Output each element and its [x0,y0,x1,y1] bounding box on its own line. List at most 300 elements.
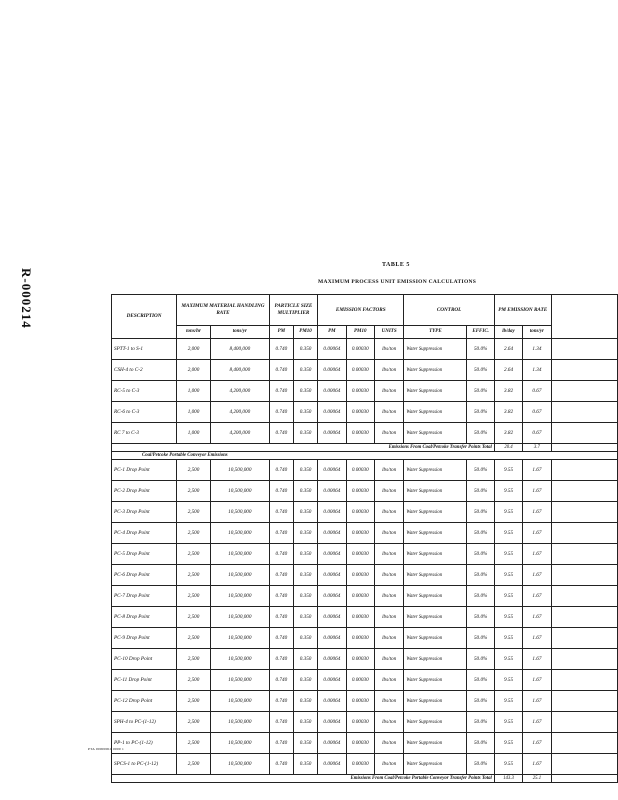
table-body [112,339,618,783]
cell-type: Water Suppression [404,586,467,607]
cell-description: PP-1 to PC-(1-12) [112,733,177,754]
cell-pm10: 0.350 [293,628,317,649]
cell-effic: 50.0% [467,649,494,670]
cell-ef-pm10: 0.00030 [346,460,374,481]
table-row [112,691,618,712]
cell-tons-hr: 2,500 [177,691,211,712]
total-label: Emissions From Coal/Petcoke Transfer Points Total [112,444,495,452]
cell-ef-pm10: 0.00030 [346,670,374,691]
total-label: Emissions From Coal/Petcoke Portable Conveyor Transfer Points Total [112,775,495,783]
header-control: CONTROL [404,295,494,326]
cell-ef-pm: 0.00064 [318,423,346,444]
cell-pm: 0.740 [269,586,293,607]
cell-type: Water Suppression [404,733,467,754]
cell-lb-day: 9.55 [494,481,522,502]
cell-units: lbs/ton [374,360,403,381]
total-lb-day: 143.3 [494,775,522,783]
cell-tons-hr: 1,000 [177,402,211,423]
total-lb-day: 20.4 [494,444,522,452]
cell-ef-pm10: 0.00030 [346,423,374,444]
cell-tons-hr: 2,500 [177,586,211,607]
cell-lb-day: 9.55 [494,502,522,523]
cell-tons-yr2: 1.67 [523,649,551,670]
cell-tons-yr: 10,500,000 [210,481,269,502]
cell-units: lbs/ton [374,733,403,754]
cell-effic: 50.0% [467,586,494,607]
cell-units: lbs/ton [374,754,403,775]
cell-pm: 0.740 [269,754,293,775]
cell-pm: 0.740 [269,565,293,586]
cell-units: lbs/ton [374,691,403,712]
cell-pm10: 0.350 [293,523,317,544]
cell-pm10: 0.350 [293,565,317,586]
cell-tons-yr: 10,500,000 [210,523,269,544]
cell-lb-day: 9.55 [494,712,522,733]
cell-effic: 50.0% [467,544,494,565]
cell-tons-hr: 2,500 [177,565,211,586]
cell-effic: 50.0% [467,360,494,381]
cell-effic: 50.0% [467,460,494,481]
table-label: TABLE 5 [382,262,410,268]
cell-effic: 50.0% [467,502,494,523]
table-row [112,523,618,544]
cell-description: RC-6 to C-3 [112,402,177,423]
cell-lb-day: 3.82 [494,423,522,444]
cell-units: lbs/ton [374,628,403,649]
cell-description: RC 7 to C-3 [112,423,177,444]
cell-tons-yr2: 1.67 [523,691,551,712]
subheader-tons-yr-2: tons/yr [523,326,551,339]
cell-cut-off [551,402,617,423]
cell-ef-pm: 0.00064 [318,402,346,423]
subheader-lb-day: lb/day [494,326,522,339]
emission-calculations-table [111,294,618,783]
cell-units: lbs/ton [374,402,403,423]
cell-pm: 0.740 [269,423,293,444]
cell-ef-pm: 0.00064 [318,544,346,565]
cell-cut-off [551,444,617,452]
cell-tons-yr2: 1.67 [523,712,551,733]
cell-lb-day: 9.55 [494,607,522,628]
cell-type: Water Suppression [404,481,467,502]
cell-lb-day: 3.82 [494,381,522,402]
cell-lb-day: 3.82 [494,402,522,423]
cell-cut-off [551,607,617,628]
cell-cut-off [551,523,617,544]
cell-tons-yr2: 1.34 [523,339,551,360]
cell-pm10: 0.350 [293,712,317,733]
cell-ef-pm10: 0.00030 [346,733,374,754]
cell-description: SPH-4 to PC-(1-12) [112,712,177,733]
cell-ef-pm10: 0.00030 [346,502,374,523]
cell-ef-pm10: 0.00030 [346,402,374,423]
subheader-pm10: PM10 [293,326,317,339]
table-row [112,733,618,754]
cell-units: lbs/ton [374,586,403,607]
cell-cut-off [551,775,617,783]
cell-effic: 50.0% [467,712,494,733]
cell-tons-yr: 10,500,000 [210,649,269,670]
cell-type: Water Suppression [404,460,467,481]
cell-ef-pm: 0.00064 [318,628,346,649]
cell-tons-yr2: 1.67 [523,754,551,775]
subheader-ef-pm: PM [318,326,346,339]
cell-ef-pm: 0.00064 [318,691,346,712]
cell-effic: 50.0% [467,339,494,360]
cell-pm: 0.740 [269,628,293,649]
header-cut-off [551,295,617,339]
subheader-pm: PM [269,326,293,339]
cell-cut-off [551,733,617,754]
cell-ef-pm10: 0.00030 [346,754,374,775]
cell-ef-pm: 0.00064 [318,460,346,481]
cell-tons-yr: 10,500,000 [210,607,269,628]
cell-tons-yr2: 1.67 [523,670,551,691]
cell-pm: 0.740 [269,502,293,523]
cell-pm: 0.740 [269,544,293,565]
cell-tons-hr: 2,500 [177,670,211,691]
cell-tons-yr: 10,500,000 [210,565,269,586]
cell-cut-off [551,754,617,775]
cell-pm10: 0.350 [293,670,317,691]
cell-effic: 50.0% [467,607,494,628]
cell-tons-yr2: 1.67 [523,565,551,586]
cell-pm: 0.740 [269,460,293,481]
cell-cut-off [551,339,617,360]
cell-pm10: 0.350 [293,691,317,712]
cell-tons-hr: 2,500 [177,523,211,544]
cell-tons-yr2: 1.67 [523,523,551,544]
cell-tons-yr2: 0.67 [523,381,551,402]
total-tons-yr: 3.7 [523,444,551,452]
cell-pm: 0.740 [269,607,293,628]
cell-description: CSH-4 to C-2 [112,360,177,381]
cell-ef-pm: 0.00064 [318,381,346,402]
cell-ef-pm: 0.00064 [318,502,346,523]
cell-cut-off [551,649,617,670]
cell-tons-yr: 10,500,000 [210,502,269,523]
cell-lb-day: 9.55 [494,523,522,544]
cell-type: Water Suppression [404,339,467,360]
cell-pm10: 0.350 [293,460,317,481]
table-row [112,360,618,381]
cell-effic: 50.0% [467,565,494,586]
cell-pm10: 0.350 [293,649,317,670]
cell-effic: 50.0% [467,481,494,502]
cell-description: RC-5 to C-3 [112,381,177,402]
cell-cut-off [551,423,617,444]
cell-units: lbs/ton [374,423,403,444]
cell-description: SPCS-1 to PC-(1-12) [112,754,177,775]
cell-lb-day: 9.55 [494,544,522,565]
cell-pm: 0.740 [269,733,293,754]
table-row [112,628,618,649]
cell-cut-off [551,481,617,502]
cell-pm10: 0.350 [293,360,317,381]
cell-ef-pm: 0.00064 [318,339,346,360]
cell-tons-yr: 10,500,000 [210,460,269,481]
cell-type: Water Suppression [404,754,467,775]
cell-pm10: 0.350 [293,586,317,607]
cell-description: PC-11 Drop Point [112,670,177,691]
cell-lb-day: 9.55 [494,628,522,649]
cell-effic: 50.0% [467,423,494,444]
subheader-tons-yr: tons/yr [210,326,269,339]
cell-description: PC-5 Drop Point [112,544,177,565]
cell-ef-pm: 0.00064 [318,607,346,628]
cell-cut-off [551,360,617,381]
cell-type: Water Suppression [404,502,467,523]
cell-type: Water Suppression [404,423,467,444]
cell-lb-day: 9.55 [494,733,522,754]
cell-tons-yr: 8,400,000 [210,339,269,360]
cell-type: Water Suppression [404,691,467,712]
cell-effic: 50.0% [467,670,494,691]
cell-ef-pm: 0.00064 [318,649,346,670]
cell-pm10: 0.350 [293,381,317,402]
cell-ef-pm10: 0.00030 [346,544,374,565]
cell-units: lbs/ton [374,670,403,691]
cell-type: Water Suppression [404,381,467,402]
cell-tons-hr: 2,500 [177,481,211,502]
cell-pm: 0.740 [269,712,293,733]
cell-ef-pm10: 0.00030 [346,381,374,402]
cell-tons-yr2: 1.67 [523,607,551,628]
cell-units: lbs/ton [374,339,403,360]
cell-description: PC-1 Drop Point [112,460,177,481]
cell-tons-hr: 2,500 [177,502,211,523]
cell-ef-pm: 0.00064 [318,670,346,691]
cell-ef-pm10: 0.00030 [346,628,374,649]
cell-tons-yr2: 0.67 [523,402,551,423]
cell-cut-off [551,712,617,733]
cell-tons-yr: 4,200,000 [210,381,269,402]
cell-tons-hr: 2,000 [177,360,211,381]
cell-ef-pm10: 0.00030 [346,691,374,712]
subheader-units: UNITS [374,326,403,339]
cell-pm10: 0.350 [293,402,317,423]
cell-tons-yr2: 1.67 [523,502,551,523]
cell-ef-pm: 0.00064 [318,360,346,381]
cell-description: PC-9 Drop Point [112,628,177,649]
cell-units: lbs/ton [374,712,403,733]
section-row [112,452,618,460]
table-row [112,339,618,360]
header-pm-emission-rate: PM EMISSION RATE [494,295,551,326]
cell-cut-off [551,565,617,586]
cell-tons-yr2: 0.67 [523,423,551,444]
cell-type: Water Suppression [404,523,467,544]
cell-description: PC-10 Drop Point [112,649,177,670]
cell-tons-yr: 8,400,000 [210,360,269,381]
cell-tons-hr: 2,500 [177,628,211,649]
cell-cut-off [551,544,617,565]
cell-lb-day: 9.55 [494,649,522,670]
table-row [112,607,618,628]
table-row [112,423,618,444]
cell-cut-off [551,381,617,402]
cell-description: PC-3 Drop Point [112,502,177,523]
cell-lb-day: 9.55 [494,586,522,607]
cell-tons-yr: 10,500,000 [210,712,269,733]
cell-pm10: 0.350 [293,481,317,502]
cell-tons-hr: 2,000 [177,339,211,360]
cell-description: PC-12 Drop Point [112,691,177,712]
cell-effic: 50.0% [467,628,494,649]
cell-units: lbs/ton [374,523,403,544]
cell-pm: 0.740 [269,649,293,670]
cell-effic: 50.0% [467,402,494,423]
cell-tons-yr: 10,500,000 [210,544,269,565]
cell-description: PC-6 Drop Point [112,565,177,586]
cell-ef-pm10: 0.00030 [346,607,374,628]
cell-cut-off [551,460,617,481]
table-row [112,712,618,733]
table-title: MAXIMUM PROCESS UNIT EMISSION CALCULATIONS [318,279,477,285]
header-particle-size: PARTICLE SIZE MULTIPLIER [269,295,317,326]
cell-units: lbs/ton [374,381,403,402]
table-row [112,460,618,481]
table-row [112,502,618,523]
cell-lb-day: 9.55 [494,460,522,481]
cell-ef-pm10: 0.00030 [346,565,374,586]
page-id-stamp: R-000214 [19,268,34,329]
cell-tons-hr: 2,500 [177,544,211,565]
cell-lb-day: 9.55 [494,691,522,712]
cell-units: lbs/ton [374,502,403,523]
cell-ef-pm10: 0.00030 [346,481,374,502]
cell-type: Water Suppression [404,649,467,670]
cell-effic: 50.0% [467,733,494,754]
cell-description: PC-2 Drop Point [112,481,177,502]
cell-type: Water Suppression [404,544,467,565]
cell-description: PC-8 Drop Point [112,607,177,628]
cell-tons-hr: 2,500 [177,712,211,733]
cell-description: PC-7 Drop Point [112,586,177,607]
cell-type: Water Suppression [404,360,467,381]
table-row [112,670,618,691]
cell-ef-pm10: 0.00030 [346,339,374,360]
cell-ef-pm10: 0.00030 [346,523,374,544]
subheader-effic: EFFIC. [467,326,494,339]
cell-pm10: 0.350 [293,502,317,523]
cell-pm10: 0.350 [293,544,317,565]
cell-pm: 0.740 [269,360,293,381]
cell-pm: 0.740 [269,381,293,402]
table-row [112,649,618,670]
cell-tons-yr2: 1.67 [523,586,551,607]
cell-description: PC-4 Drop Point [112,523,177,544]
cell-pm10: 0.350 [293,423,317,444]
cell-tons-yr2: 1.67 [523,628,551,649]
cell-tons-yr: 10,500,000 [210,586,269,607]
cell-ef-pm10: 0.00030 [346,586,374,607]
cell-tons-yr2: 1.67 [523,733,551,754]
cell-ef-pm: 0.00064 [318,733,346,754]
table-row [112,544,618,565]
cell-tons-hr: 1,000 [177,381,211,402]
cell-cut-off [551,628,617,649]
cell-units: lbs/ton [374,565,403,586]
table-row [112,586,618,607]
cell-lb-day: 9.55 [494,565,522,586]
cell-tons-yr: 10,500,000 [210,670,269,691]
cell-ef-pm: 0.00064 [318,523,346,544]
header-material-rate: MAXIMUM MATERIAL HANDLING RATE [177,295,270,326]
subheader-type: TYPE [404,326,467,339]
cell-tons-yr: 10,500,000 [210,733,269,754]
cell-tons-yr: 10,500,000 [210,628,269,649]
cell-pm: 0.740 [269,670,293,691]
cell-cut-off [551,670,617,691]
cell-pm: 0.740 [269,402,293,423]
cell-cut-off [551,691,617,712]
subheader-ef-pm10: PM10 [346,326,374,339]
cell-tons-hr: 2,500 [177,460,211,481]
table-row [112,381,618,402]
total-row [112,775,618,783]
cell-tons-yr: 4,200,000 [210,402,269,423]
cell-tons-yr2: 1.67 [523,460,551,481]
cell-tons-yr: 10,500,000 [210,691,269,712]
cell-tons-yr2: 1.34 [523,360,551,381]
cell-lb-day: 2.64 [494,339,522,360]
cell-effic: 50.0% [467,381,494,402]
cell-tons-hr: 2,500 [177,607,211,628]
cell-tons-hr: 1,000 [177,423,211,444]
cell-units: lbs/ton [374,607,403,628]
header-description: DESCRIPTION [112,295,177,339]
cell-description: SPTT-1 to S-1 [112,339,177,360]
cell-pm10: 0.350 [293,733,317,754]
cell-tons-yr: 4,200,000 [210,423,269,444]
cell-tons-yr: 10,500,000 [210,754,269,775]
cell-units: lbs/ton [374,649,403,670]
cell-type: Water Suppression [404,712,467,733]
cell-ef-pm: 0.00064 [318,565,346,586]
cell-lb-day: 9.55 [494,670,522,691]
cell-tons-hr: 2,500 [177,649,211,670]
subheader-tons-hr: tons/hr [177,326,211,339]
cell-tons-hr: 2,500 [177,733,211,754]
cell-pm: 0.740 [269,481,293,502]
cell-ef-pm: 0.00064 [318,712,346,733]
cell-ef-pm10: 0.00030 [346,360,374,381]
cell-effic: 50.0% [467,691,494,712]
cell-pm: 0.740 [269,691,293,712]
cell-pm: 0.740 [269,339,293,360]
footer-code: PTA 0000000A 0000 1 [88,747,124,751]
cell-type: Water Suppression [404,607,467,628]
header-emission-factors: EMISSION FACTORS [318,295,404,326]
cell-ef-pm: 0.00064 [318,754,346,775]
cell-units: lbs/ton [374,460,403,481]
table-row [112,565,618,586]
cell-type: Water Suppression [404,670,467,691]
cell-pm10: 0.350 [293,754,317,775]
cell-cut-off [551,502,617,523]
cell-ef-pm: 0.00064 [318,586,346,607]
cell-ef-pm10: 0.00030 [346,649,374,670]
total-tons-yr: 25.1 [523,775,551,783]
cell-pm10: 0.350 [293,607,317,628]
cell-cut-off [551,586,617,607]
cell-effic: 50.0% [467,754,494,775]
cell-type: Water Suppression [404,565,467,586]
cell-units: lbs/ton [374,481,403,502]
cell-pm10: 0.350 [293,339,317,360]
cell-lb-day: 9.55 [494,754,522,775]
